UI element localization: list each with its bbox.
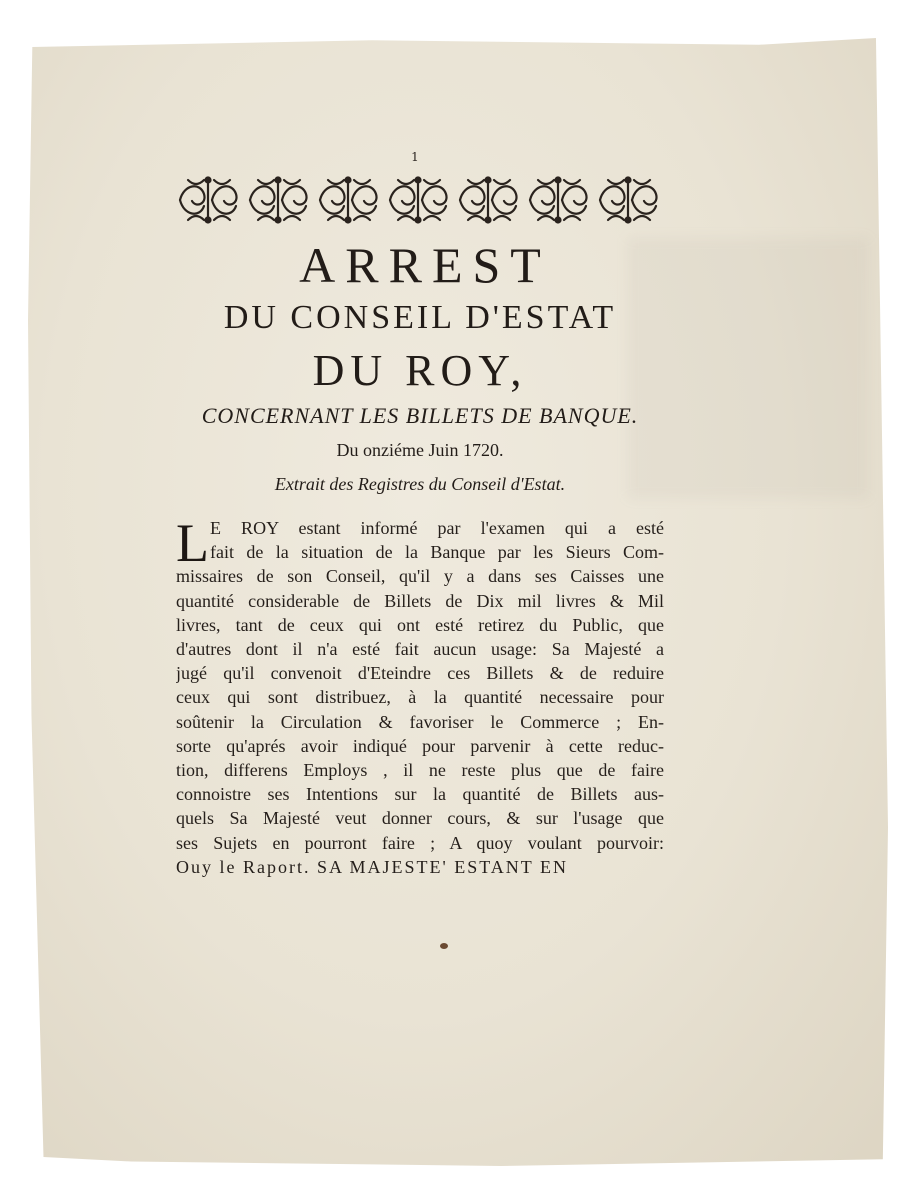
body-line: sorte qu'aprés avoir indiqué pour parvenir à cette reduc- [176, 735, 664, 756]
title-du-roy: DU ROY, [312, 346, 528, 395]
extract-heading: Extrait des Registres du Conseil d'Estat. [274, 474, 566, 494]
decree-date: Du onziéme Juin 1720. [336, 440, 504, 460]
fleuron-band-ornament [174, 174, 662, 226]
body-line: soûtenir la Circulation & favoriser le Commerce ; En- [176, 711, 664, 732]
drop-cap: L [176, 513, 209, 573]
body-line: livres, tant de ceux qui ont esté retirez du Public, que [176, 614, 664, 635]
body-line: Ouy le Raport. SA MAJESTE' ESTANT EN [176, 856, 568, 877]
body-line: tion, differens Employs , il ne reste plus que de faire [176, 760, 664, 781]
body-line: quels Sa Majesté veut donner cours, & sur l'usage que [176, 808, 664, 829]
title-concernant: CONCERNANT LES BILLETS DE BANQUE. [201, 403, 639, 428]
body-line: d'autres dont il n'a esté fait aucun usage: Sa Majesté a [176, 639, 664, 660]
body-line: missaires de son Conseil, qu'il y a dans ses Caisses une [176, 566, 664, 587]
body-line: ses Sujets en pourront faire ; A quoy voulant pourvoir: [176, 832, 664, 853]
ink-spot [440, 943, 448, 949]
body-line: ceux qui sont distribuez, à la quantité necessaire pour [176, 687, 664, 708]
body-line: fait de la situation de la Banque par les Sieurs Com- [210, 542, 664, 563]
body-line: E ROY estant informé par l'examen qui a esté [210, 518, 664, 538]
body-line: jugé qu'il convenoit d'Eteindre ces Billets & de reduire [176, 663, 664, 684]
title-arrest: ARREST [299, 237, 551, 293]
title-block [170, 236, 670, 432]
body-line: connoistre ses Intentions sur la quantité de Billets aus- [176, 784, 664, 805]
page-number: 1 [411, 150, 419, 164]
title-conseil: DU CONSEIL D'ESTAT [223, 299, 617, 336]
body-line: quantité considerable de Billets de Dix mil livres & Mil [176, 590, 664, 611]
decree-body [176, 513, 664, 879]
